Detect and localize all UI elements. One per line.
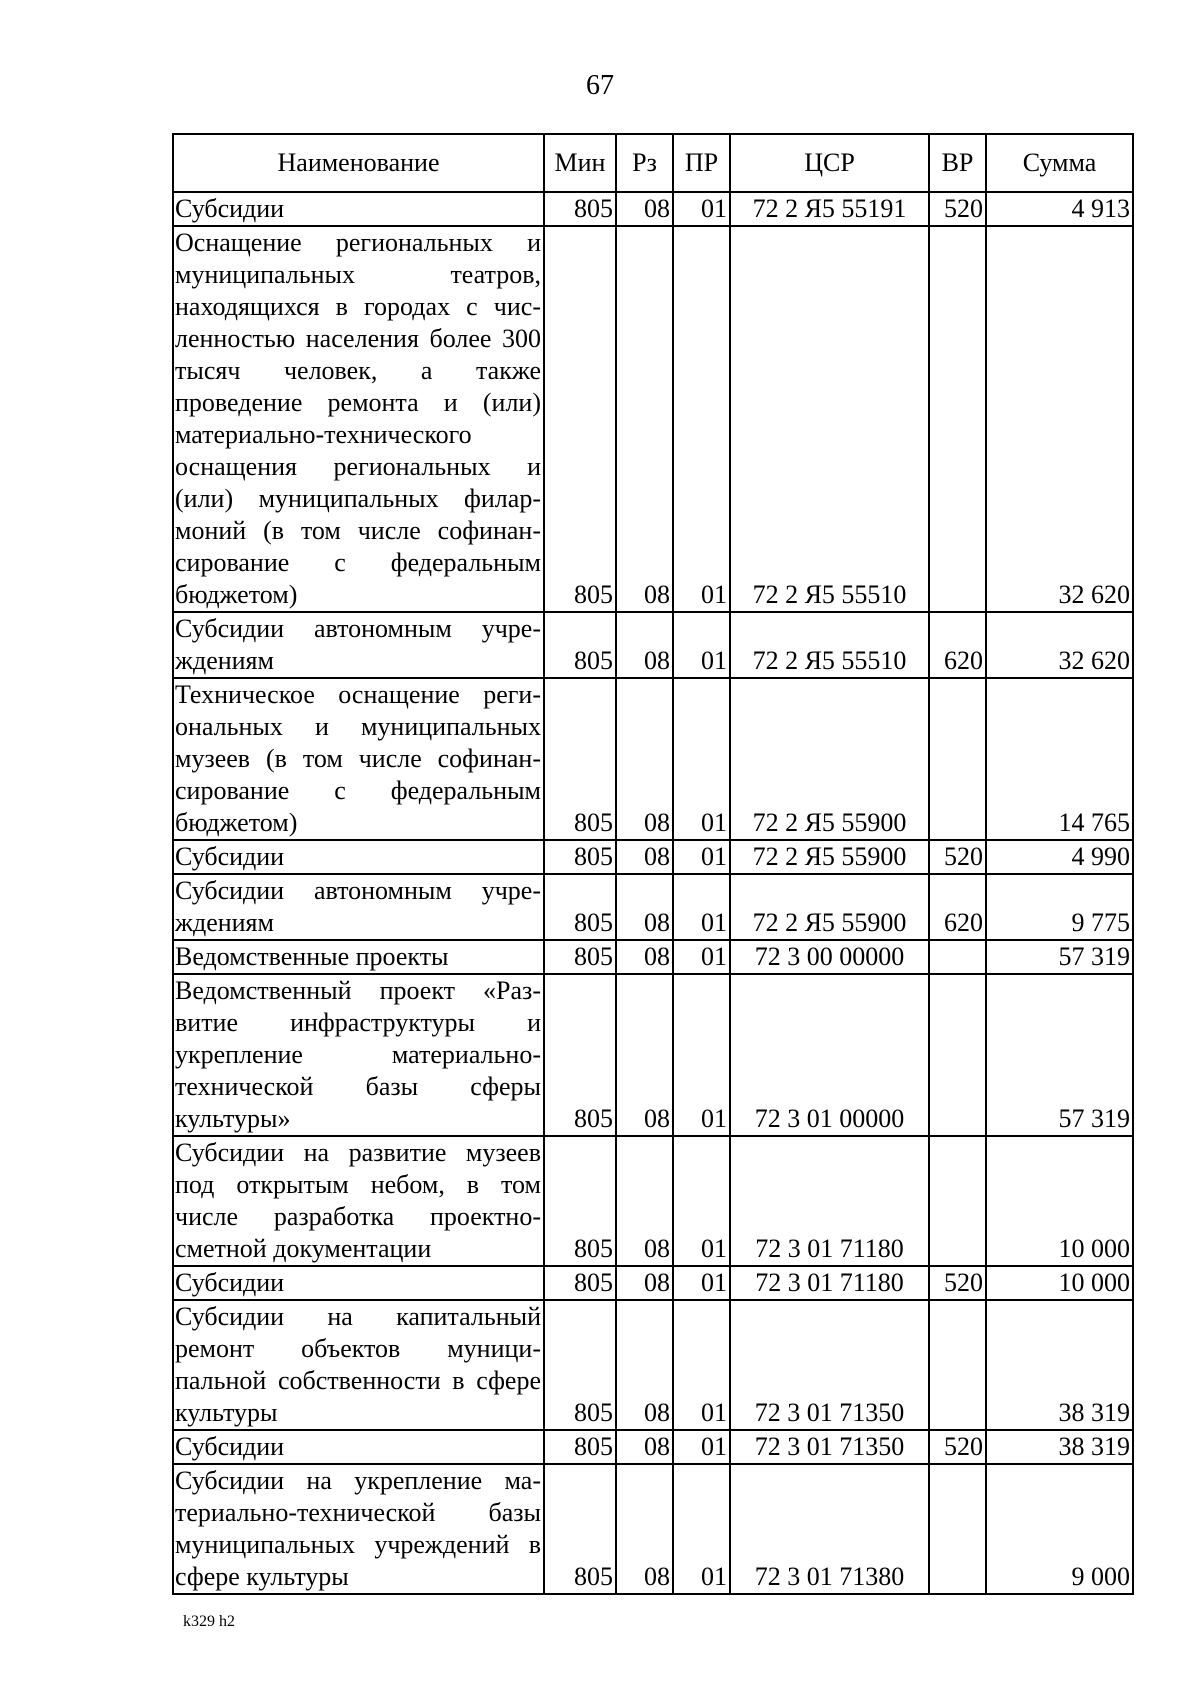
header-pr: ПР <box>673 134 730 192</box>
cell-rz: 08 <box>616 1266 673 1300</box>
table-row <box>173 874 1133 940</box>
cell-csr: 72 2 Я5 55191 <box>730 192 929 226</box>
cell-sum: 4 990 <box>986 840 1133 874</box>
table-row <box>173 1300 1133 1430</box>
cell-sum: 9 775 <box>986 874 1133 940</box>
cell-rz: 08 <box>616 226 673 612</box>
cell-pr: 01 <box>673 678 730 840</box>
cell-min: 805 <box>544 192 616 226</box>
cell-sum: 14 765 <box>986 678 1133 840</box>
table-header-row <box>173 134 1133 192</box>
header-vr: ВР <box>929 134 986 192</box>
cell-vr <box>929 974 986 1136</box>
cell-rz: 08 <box>616 612 673 678</box>
cell-name: Субсидии <box>173 840 544 874</box>
cell-sum: 32 620 <box>986 612 1133 678</box>
cell-name: Оснащение региональных и муниципальных театров, находящихся в городах с численностью населения более 300 тысяч человек, а также проведение ремонта и (или) материально-технического оснащения региональных и (или) муниципальных филармоний (в том числе софинансирование с федеральным бюджетом) <box>173 226 544 612</box>
cell-csr: 72 2 Я5 55900 <box>730 678 929 840</box>
table-row <box>173 678 1133 840</box>
table-row <box>173 612 1133 678</box>
cell-sum: 57 319 <box>986 974 1133 1136</box>
cell-name: Субсидии автономным учреждениям <box>173 874 544 940</box>
cell-vr: 620 <box>929 612 986 678</box>
table-row <box>173 1430 1133 1464</box>
cell-pr: 01 <box>673 1266 730 1300</box>
cell-vr: 620 <box>929 874 986 940</box>
cell-pr: 01 <box>673 612 730 678</box>
cell-vr <box>929 226 986 612</box>
cell-sum: 10 000 <box>986 1266 1133 1300</box>
cell-csr: 72 3 01 00000 <box>730 974 929 1136</box>
cell-min: 805 <box>544 1300 616 1430</box>
table-row <box>173 226 1133 612</box>
cell-csr: 72 2 Я5 55900 <box>730 840 929 874</box>
cell-csr: 72 3 01 71180 <box>730 1136 929 1266</box>
cell-pr: 01 <box>673 1136 730 1266</box>
cell-min: 805 <box>544 678 616 840</box>
cell-min: 805 <box>544 1266 616 1300</box>
cell-min: 805 <box>544 940 616 974</box>
cell-vr <box>929 1136 986 1266</box>
cell-rz: 08 <box>616 1430 673 1464</box>
cell-sum: 10 000 <box>986 1136 1133 1266</box>
cell-rz: 08 <box>616 874 673 940</box>
header-sum: Сумма <box>986 134 1133 192</box>
cell-min: 805 <box>544 1430 616 1464</box>
cell-name: Субсидии <box>173 1430 544 1464</box>
cell-vr <box>929 1464 986 1594</box>
cell-sum: 32 620 <box>986 226 1133 612</box>
cell-sum: 4 913 <box>986 192 1133 226</box>
cell-pr: 01 <box>673 226 730 612</box>
cell-vr: 520 <box>929 1266 986 1300</box>
cell-min: 805 <box>544 226 616 612</box>
cell-name: Ведомственные проекты <box>173 940 544 974</box>
cell-sum: 9 000 <box>986 1464 1133 1594</box>
table-row <box>173 940 1133 974</box>
cell-min: 805 <box>544 974 616 1136</box>
cell-min: 805 <box>544 1136 616 1266</box>
cell-name: Субсидии на капитальный ремонт объектов муниципальной собственности в сфере культуры <box>173 1300 544 1430</box>
cell-vr <box>929 678 986 840</box>
header-csr: ЦСР <box>730 134 929 192</box>
cell-name: Ведомственный проект «Развитие инфраструктуры и укрепление материально-технической базы сферы культуры» <box>173 974 544 1136</box>
page-number: 67 <box>586 70 614 101</box>
cell-sum: 38 319 <box>986 1300 1133 1430</box>
cell-pr: 01 <box>673 840 730 874</box>
table-row <box>173 1464 1133 1594</box>
cell-rz: 08 <box>616 192 673 226</box>
table-row <box>173 840 1133 874</box>
cell-rz: 08 <box>616 1136 673 1266</box>
cell-pr: 01 <box>673 940 730 974</box>
table-row <box>173 192 1133 226</box>
cell-rz: 08 <box>616 1300 673 1430</box>
table-row <box>173 974 1133 1136</box>
cell-csr: 72 3 01 71350 <box>730 1300 929 1430</box>
cell-pr: 01 <box>673 1430 730 1464</box>
cell-rz: 08 <box>616 974 673 1136</box>
cell-name: Субсидии на укрепление материально-технической базы муниципальных учреждений в сфере культуры <box>173 1464 544 1594</box>
cell-min: 805 <box>544 840 616 874</box>
table-row <box>173 1136 1133 1266</box>
table-row <box>173 1266 1133 1300</box>
cell-pr: 01 <box>673 974 730 1136</box>
cell-name: Субсидии на развитие музеев под открытым небом, в том числе разработка проектно-сметной документации <box>173 1136 544 1266</box>
cell-vr <box>929 940 986 974</box>
cell-name: Техническое оснащение региональных и муниципальных музеев (в том числе софинансирование с федеральным бюджетом) <box>173 678 544 840</box>
cell-pr: 01 <box>673 874 730 940</box>
cell-min: 805 <box>544 874 616 940</box>
cell-pr: 01 <box>673 1464 730 1594</box>
cell-vr: 520 <box>929 1430 986 1464</box>
cell-min: 805 <box>544 1464 616 1594</box>
cell-min: 805 <box>544 612 616 678</box>
budget-table <box>172 133 1134 1595</box>
cell-sum: 57 319 <box>986 940 1133 974</box>
cell-csr: 72 2 Я5 55510 <box>730 612 929 678</box>
cell-sum: 38 319 <box>986 1430 1133 1464</box>
cell-rz: 08 <box>616 940 673 974</box>
header-min: Мин <box>544 134 616 192</box>
footer-document-code: k329 h2 <box>183 1613 235 1630</box>
cell-pr: 01 <box>673 192 730 226</box>
cell-csr: 72 3 01 71350 <box>730 1430 929 1464</box>
cell-rz: 08 <box>616 1464 673 1594</box>
cell-vr: 520 <box>929 840 986 874</box>
cell-csr: 72 2 Я5 55900 <box>730 874 929 940</box>
header-name: Наименование <box>173 134 544 192</box>
cell-vr <box>929 1300 986 1430</box>
cell-name: Субсидии <box>173 1266 544 1300</box>
cell-name: Субсидии <box>173 192 544 226</box>
header-rz: Рз <box>616 134 673 192</box>
cell-csr: 72 2 Я5 55510 <box>730 226 929 612</box>
cell-vr: 520 <box>929 192 986 226</box>
cell-rz: 08 <box>616 678 673 840</box>
cell-pr: 01 <box>673 1300 730 1430</box>
cell-csr: 72 3 01 71180 <box>730 1266 929 1300</box>
cell-csr: 72 3 01 71380 <box>730 1464 929 1594</box>
cell-csr: 72 3 00 00000 <box>730 940 929 974</box>
cell-name: Субсидии автономным учреждениям <box>173 612 544 678</box>
cell-rz: 08 <box>616 840 673 874</box>
